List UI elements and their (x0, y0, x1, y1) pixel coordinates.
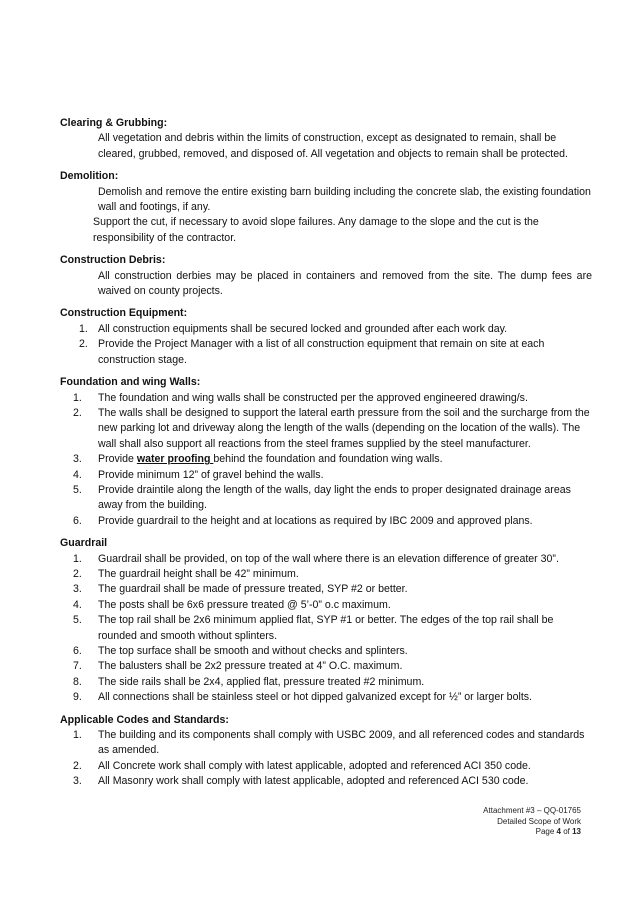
list-text: Provide guardrail to the height and at locations as required by IBC 2009 and approved plans. (98, 514, 533, 527)
section-heading: Construction Debris: (60, 254, 166, 267)
list-number: 2. (79, 338, 88, 351)
list-text: All connections shall be stainless steel or hot dipped galvanized except for ½” or larger bolts. (98, 691, 532, 704)
list-item (60, 759, 592, 774)
list-number: 6. (73, 514, 82, 527)
page-current: 4 (556, 827, 561, 837)
page-total: 13 (572, 827, 581, 837)
list-item (60, 728, 592, 759)
list-number: 2. (73, 567, 82, 580)
section-heading: Guardrail (60, 537, 108, 550)
list-number: 5. (73, 483, 82, 496)
list-text: The top rail shall be 2x6 minimum applied flat, SYP #1 or better. The edges of the top rail shall be rounded and smooth without splinters. (98, 614, 554, 642)
section-paragraph: All construction derbies may be placed in containers and removed from the site. The dump fees are waived on county projects. (98, 269, 592, 298)
list-number: 1. (73, 729, 82, 742)
section-construction-debris (60, 253, 592, 299)
list-item (60, 406, 592, 452)
list-number: 6. (73, 645, 82, 657)
attachment-label: Attachment #3 – QQ-01765 (483, 806, 581, 815)
section-heading: Construction Equipment: (60, 307, 188, 320)
list-item (60, 659, 592, 674)
section-heading: Applicable Codes and Standards: (60, 713, 229, 726)
list-number: 3. (73, 583, 82, 596)
list-number: 3. (73, 453, 82, 466)
page-of: of (560, 827, 573, 837)
list-text: Guardrail shall be provided, on top of the wall where there is an elevation difference of greater 30”. (98, 552, 559, 565)
document-subtitle: Detailed Scope of Work (497, 816, 581, 826)
list-text: All Concrete work shall comply with latest applicable, adopted and referenced ACI 350 code. (98, 759, 531, 772)
section-heading: Clearing & Grubbing: (60, 117, 168, 129)
list-text: The building and its components shall comply with USBC 2009, and all referenced codes and standards as amended. (98, 729, 585, 757)
list-text: The guardrail height shall be 42” minimum. (98, 567, 299, 580)
list-text: Provide minimum 12” of gravel behind the walls. (98, 468, 324, 481)
list-number: 7. (73, 660, 82, 673)
list-number: 1. (73, 391, 82, 404)
section-foundation-walls (60, 375, 592, 529)
list-text: The walls shall be designed to support the lateral earth pressure from the soil and the surcharge from the new parking lot and driveway along the length of the walls (depending on the location of the walls). The wall shall also support all reactions from the steel frames supplied by the steel manufacturer. (98, 406, 590, 450)
list-number: 4. (73, 468, 82, 481)
list-item (60, 452, 592, 467)
list-item (60, 468, 592, 483)
list-text: The guardrail shall be made of pressure treated, SYP #2 or better. (98, 583, 408, 596)
numbered-list (60, 322, 592, 368)
list-item (60, 774, 592, 789)
list-number: 5. (73, 614, 82, 627)
water-proofing-emphasis: water proofing (136, 453, 214, 466)
list-item (60, 337, 592, 368)
section-heading: Demolition: (60, 170, 119, 183)
numbered-list (60, 391, 592, 530)
section-demolition (60, 169, 592, 246)
list-text: All construction equipments shall be secured locked and grounded after each work day. (98, 322, 508, 335)
list-item (60, 582, 592, 597)
list-text-post: behind the foundation and foundation wing walls. (213, 453, 443, 466)
numbered-list (60, 552, 592, 706)
list-number: 9. (73, 691, 82, 704)
document-body (60, 116, 592, 797)
list-item (60, 552, 592, 567)
list-item (60, 322, 592, 337)
section-clearing-grubbing (60, 116, 592, 162)
section-codes-standards (60, 713, 592, 790)
numbered-list (60, 728, 592, 790)
list-number: 4. (73, 598, 82, 611)
list-text: The foundation and wing walls shall be constructed per the approved engineered drawing/s. (98, 391, 528, 404)
section-paragraph: All vegetation and debris within the limits of construction, except as designated to remain, shall be cleared, grubbed, removed, and disposed of. All vegetation and objects to remain shall be protected. (98, 132, 568, 160)
page-footer (380, 806, 581, 838)
list-item (60, 613, 592, 644)
list-text-pre: Provide (98, 453, 137, 466)
list-item (60, 690, 592, 705)
list-item (60, 514, 592, 529)
list-item (60, 644, 592, 659)
list-text: The top surface shall be smooth and without checks and splinters. (98, 645, 408, 657)
list-number: 1. (79, 322, 88, 335)
list-number: 2. (73, 406, 82, 419)
list-item (60, 391, 592, 406)
list-number: 2. (73, 759, 82, 772)
list-number: 8. (73, 675, 82, 688)
section-construction-equipment (60, 306, 592, 368)
list-text: Provide the Project Manager with a list of all construction equipment that remain on site at each construction stage. (98, 338, 545, 366)
list-number: 3. (73, 775, 82, 788)
list-text: The side rails shall be 2x4, applied flat, pressure treated #2 minimum. (98, 675, 425, 688)
section-paragraph: Demolish and remove the entire existing barn building including the concrete slab, the existing foundation wall and footings, if any. (98, 185, 591, 214)
list-text: Provide draintile along the length of the walls, day light the ends to proper designated drainage areas away from the building. (98, 483, 571, 512)
list-number: 1. (73, 552, 82, 565)
page-number (380, 827, 581, 838)
page-label: Page (535, 827, 557, 837)
list-item (60, 598, 592, 613)
list-text: All Masonry work shall comply with latest applicable, adopted and referenced ACI 530 code. (98, 775, 529, 788)
section-paragraph: Support the cut, if necessary to avoid slope failures. Any damage to the slope and the cut is the responsibility of the contractor. (93, 216, 539, 244)
section-heading: Foundation and wing Walls: (60, 376, 201, 389)
section-guardrail (60, 536, 592, 705)
list-item (60, 483, 592, 514)
list-item (60, 567, 592, 582)
list-text: The posts shall be 6x6 pressure treated @ 5’-0” o.c maximum. (98, 598, 391, 611)
list-item (60, 675, 592, 690)
list-text: The balusters shall be 2x2 pressure treated at 4” O.C. maximum. (98, 660, 403, 673)
